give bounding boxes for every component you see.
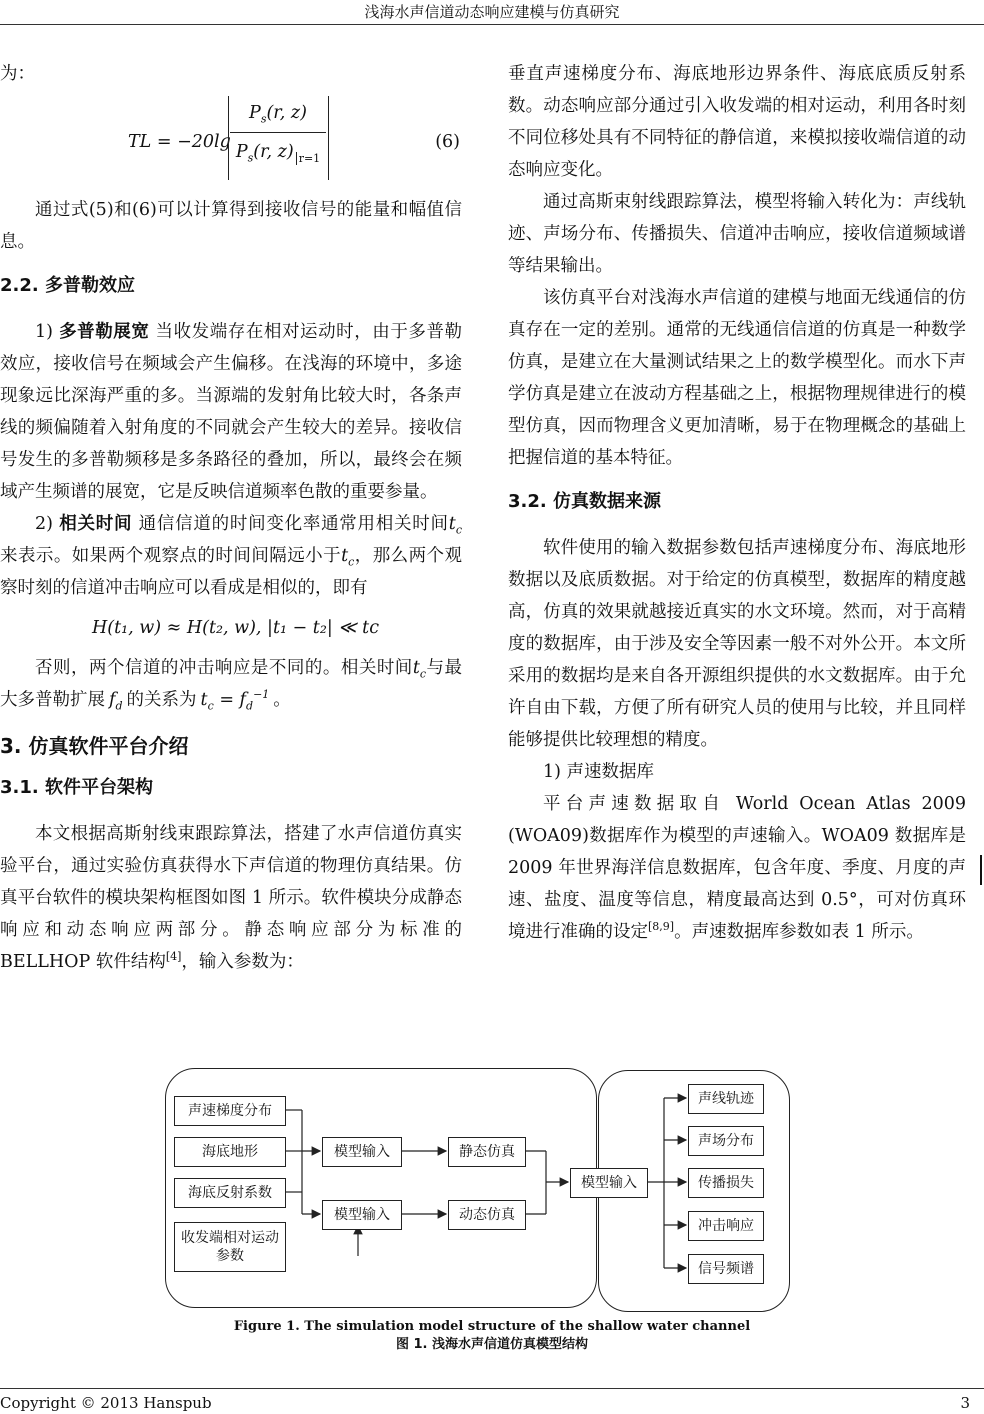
dynamic-simulation: 动态仿真 [448,1200,526,1230]
paragraph: 平台声速数据取自 World Ocean Atlas 2009 (WOA09)数据库作为模型的声速输入。WOA09 数据库是 2009 年世界海洋信息数据库，包含年度、季度、月度的声速、盐度、温度等信息，精度最高达到 0.5°，可对仿真环境进行准确的设定[8,9]。声速数据库参数如表 1 所示。 [508,794,966,942]
eq6-numerator: $P_s(r$, z) [249,103,307,126]
eq6-fraction [230,98,326,167]
figure-caption-zh: 图 1. 浅海水声信道仿真模型结构 [395,1337,589,1352]
input-sound-speed: 声速梯度分布 [174,1096,286,1126]
paragraph: 垂直声速梯度分布、海底地形边界条件、海底底质反射系数。动态响应部分通过引入收发端的相对运动，利用各时刻不同位移处具有不同特征的静信道，来模拟接收端信道的动态响应变化。 [508,64,966,180]
equation-coherence: H(t₁, w) ≈ H(t₂, w), |t₁ − t₂| ≪ tc [92,618,380,638]
page-number: 3 [960,1394,970,1412]
paragraph: 1) 声速数据库 [543,762,655,782]
symbol-tc: $t_c$ [341,546,355,569]
section-heading: 3.2. 仿真数据来源 [508,491,661,512]
left-column [0,58,462,978]
output-propagation-loss: 传播损失 [688,1168,764,1198]
static-simulation: 静态仿真 [448,1137,526,1167]
output-ray-trace: 声线轨迹 [688,1084,764,1114]
running-header: 浅海水声信道动态响应建模与仿真研究 [364,3,620,21]
figure-1 [0,1060,984,1360]
footer-rule [0,1388,984,1389]
eq6-lhs: TL = −20lg [128,132,231,152]
model-input-output: 模型输入 [570,1168,648,1198]
figure-caption-en: Figure 1. The simulation model structure of the shallow water channel [233,1319,751,1334]
paragraph: 通过高斯束射线跟踪算法，模型将输入转化为：声线轨迹、声场分布、传播损失、信道冲击响应，接收信道频域谱等结果输出。 [508,192,966,276]
input-seabed-reflection: 海底反射系数 [174,1178,286,1208]
right-column [508,58,966,948]
paragraph: 该仿真平台对浅海水声信道的建模与地面无线通信的仿真存在一定的差别。通常的无线通信信道的仿真是一种数学仿真，是建立在大量测试结果之上的数学模型化。而水下声学仿真是建立在波动方程基础之上，根据物理规律进行的模型仿真，因而物理含义更加清晰，易于在物理概念的基础上把握信道的基本特征。 [508,288,966,468]
header-rule [0,24,984,25]
symbol-tc: $t_c$ [448,514,463,537]
eq6-abs-right [328,96,329,180]
paragraph-coherence-relation: 否则，两个信道的冲击响应是不同的。相关时间$t_c$与最大多普勒扩展 $f_d$ 的关系为 $t_c = f_d^{-1}$ 。 [0,658,463,713]
paragraph: 通过式(5)和(6)可以计算得到接收信号的能量和幅值信息。 [0,200,462,252]
symbol-tc: $t_c$ [412,658,427,681]
relation-formula: $t_c = f_d^{-1}$ [200,688,270,713]
paragraph: 本文根据高斯射线束跟踪算法，搭建了水声信道仿真实验平台，通过实验仿真获得水下声信道的物理仿真结果。仿真平台软件的模块架构框图如图 1 所示。软件模块分成静态响应和动态响应两部分。静态响应部分为标准的 BELLHOP 软件结构[4]，输入参数为： [0,824,462,972]
section-heading: 2.2. 多普勒效应 [0,275,135,296]
output-impulse-response: 冲击响应 [688,1211,764,1241]
symbol-fd: $f_d$ [109,690,123,713]
intro-text: 为： [0,64,35,84]
paragraph-coherence-time: 2) 相关时间 通信信道的时间变化率通常用相关时间$t_c$来表示。如果两个观察点的时间间隔远小于$t_c$，那么两个观察时刻的信道冲击响应可以看成是相似的，即有 [0,514,463,598]
model-input-dynamic: 模型输入 [322,1200,402,1230]
eq6-den-cond: r=1 [296,152,320,165]
eq6-abs-left [228,96,229,180]
paragraph-doppler-spread: 1) 多普勒展宽 当收发端存在相对运动时，由于多普勒效应，接收信号在频域会产生偏移。在浅海的环境中，多途现象远比深海严重的多。当源端的发射角比较大时，各条声线的频偏随着入射角度的不同就会产生较大的差异。接收信号发生的多普勒频移是多条路径的叠加，所以，最终会在频域产生频谱的展宽，它是反映信道频率色散的重要参量。 [0,322,463,502]
paragraph: 软件使用的输入数据参数包括声速梯度分布、海底地形数据以及底质数据。对于给定的仿真模型，数据库的精度越高，仿真的效果就越接近真实的水文环境。然而，对于高精度的数据库，由于涉及安全等因素一般不对外公开。本文所采用的数据均是来自各开源组织提供的水文数据库。由于允许自由下载，方便了所有研究人员的使用与比较，并且同样能够提供比较理想的精度。 [508,538,966,750]
footer-copyright: Copyright © 2013 Hanspub [0,1394,212,1412]
margin-mark [980,855,982,885]
eq6-denominator: $P_s(r$, z) $_{r=1}$ [235,142,321,165]
eq6-label: (6) [435,132,460,152]
input-relative-motion: 收发端相对运动参数 [174,1222,286,1272]
model-input-static: 模型输入 [322,1137,402,1167]
eq6-fraction-line [230,132,326,133]
input-seabed-terrain: 海底地形 [174,1137,286,1167]
section-heading: 3.1. 软件平台架构 [0,777,153,798]
section-heading: 3. 仿真软件平台介绍 [0,734,189,758]
equation-6 [0,90,462,194]
output-sound-field: 声场分布 [688,1126,764,1156]
output-signal-spectrum: 信号频谱 [688,1254,764,1284]
